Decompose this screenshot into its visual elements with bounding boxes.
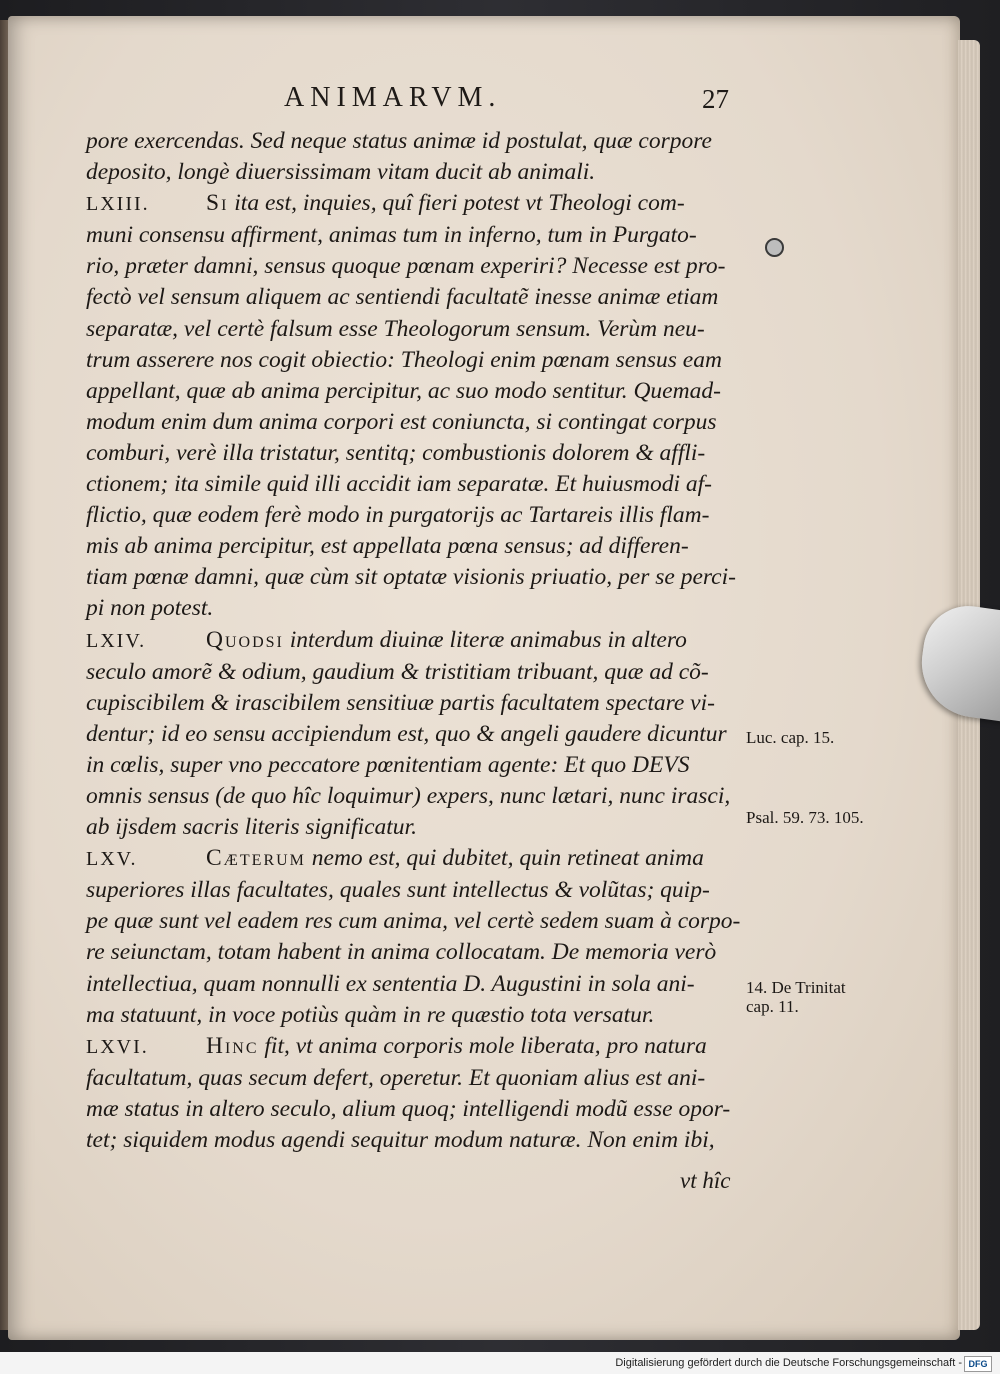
text-fragment: interdum diuinæ literæ animabus in altero [283, 626, 687, 653]
paragraph-numeral: LXV. [86, 848, 138, 871]
paragraph-incipit: Si [206, 190, 229, 217]
text-line: fectò vel sensum aliquem ac sentiendi facultatẽ inesse animæ etiam [86, 284, 719, 311]
text-line: pe quæ sunt vel eadem res cum anima, vel certè sedem suam à corpo- [86, 908, 741, 935]
text-line: flictio, quæ eodem ferè modo in purgatorijs ac Tartareis illis flam- [86, 502, 710, 529]
text-line: deposito, longè diuersissimam vitam ducit ab animali. [86, 159, 596, 186]
margin-note-psal: Psal. 59. 73. 105. [746, 808, 864, 827]
text-line: mæ status in altero seculo, alium quoq; intelligendi modũ esse opor- [86, 1095, 731, 1122]
text-line: ctionem; ita simile quid illi accidit iam separatæ. Et huiusmodi af- [86, 471, 712, 498]
text-line: separatæ, vel certè falsum esse Theologorum sensum. Verùm neu- [86, 315, 705, 342]
text-line [86, 188, 736, 220]
text-line: tiam pœnæ damni, quæ cùm sit optatæ visionis priuatio, per se perci- [86, 564, 736, 591]
margin-note-luc: Luc. cap. 15. [746, 728, 835, 747]
text-line: rio, præter damni, sensus quoque pœnam experiri? Necesse est pro- [86, 253, 726, 280]
paragraph-incipit: Quodsi [206, 626, 284, 653]
text-line: cupiscibilem & irascibilem sensitiuæ partis facultatem spectare vi- [86, 689, 715, 716]
text-line: muni consensu affirment, animas tum in inferno, tum in Purgato- [86, 222, 697, 249]
text-line: ma statuunt, in voce potiùs quàm in re quæstio tota versatur. [86, 1001, 655, 1028]
text-line: mis ab anima percipitur, est appellata pœna sensus; ad differen- [86, 533, 689, 560]
text-line: facultatum, quas secum defert, operetur. Et quoniam alius est ani- [86, 1064, 706, 1091]
text-line: intellectiua, quam nonnulli ex sententia D. Augustini in sola ani- [86, 970, 695, 997]
text-line: re seiunctam, totam habent in anima collocatam. De memoria verò [86, 939, 717, 966]
paragraph-lxiii [86, 188, 736, 624]
text-line: ab ijsdem sacris literis significatur. [86, 814, 417, 841]
margin-note-line: cap. 11. [746, 997, 799, 1016]
text-line [86, 625, 736, 657]
margin-note-trinitat [746, 978, 846, 1016]
text-line: seculo amorẽ & odium, gaudium & tristitiam tribuant, quæ ad cõ- [86, 658, 709, 685]
margin-note-line: 14. De Trinitat [746, 978, 846, 997]
main-text [86, 126, 741, 1156]
text-line: appellant, quæ ab anima percipitur, ac suo modo sentitur. Quemad- [86, 377, 721, 404]
paragraph-numeral: LXIII. [86, 193, 150, 216]
funding-credit: Digitalisierung gefördert durch die Deutsche Forschungsgemeinschaft - [615, 1357, 962, 1369]
text-line [86, 843, 736, 875]
footer-bar [0, 1352, 1000, 1374]
text-line [86, 1031, 736, 1063]
paragraph-numeral: LXVI. [86, 1035, 149, 1058]
text-line: modum enim dum anima corpori est coniuncta, si contingat corpus [86, 408, 717, 435]
text-line: comburi, verè illa tristatur, sentitq; combustionis dolorem & affli- [86, 439, 706, 466]
catchword: vt hîc [680, 1168, 731, 1193]
library-stamp-icon [765, 238, 784, 257]
text-fragment: fit, vt anima corporis mole liberata, pro natura [258, 1032, 707, 1059]
running-head: ANIMARVM. [284, 82, 502, 113]
text-line: in cœlis, super vno peccatore pœnitentiam agente: Et quo DEVS [86, 751, 690, 778]
paragraph-numeral: LXIV. [86, 629, 147, 652]
paragraph-lxv [86, 843, 741, 1031]
dfg-logo: DFG [964, 1356, 992, 1372]
text-line: omnis sensus (de quo hîc loquimur) expers, nunc lætari, nunc irasci, [86, 782, 731, 809]
text-line: trum asserere nos cogit obiectio: Theologi enim pœnam sensus eam [86, 346, 722, 373]
text-line: superiores illas facultates, quales sunt intellectus & volũtas; quip- [86, 877, 710, 904]
text-line: tet; siquidem modus agendi sequitur modum naturæ. Non enim ibi, [86, 1127, 715, 1153]
paragraph-incipit: Cæterum [206, 845, 306, 872]
text-line: pore exercendas. Sed neque status animæ id postulat, quæ corpore [86, 128, 712, 154]
page-number: 27 [702, 84, 729, 114]
text-line: dentur; id eo sensu accipiendum est, quo & angeli gaudere dicuntur [86, 720, 727, 747]
text-fragment: nemo est, qui dubitet, quin retineat anima [305, 845, 704, 872]
text-line: pi non potest. [86, 595, 214, 622]
paragraph-lxiv [86, 625, 736, 844]
page-header [80, 82, 760, 118]
paragraph-lxvi [86, 1031, 736, 1156]
text-fragment: ita est, inquies, quî fieri potest vt Theologi com- [228, 190, 685, 217]
paragraph-incipit: Hinc [206, 1032, 259, 1059]
